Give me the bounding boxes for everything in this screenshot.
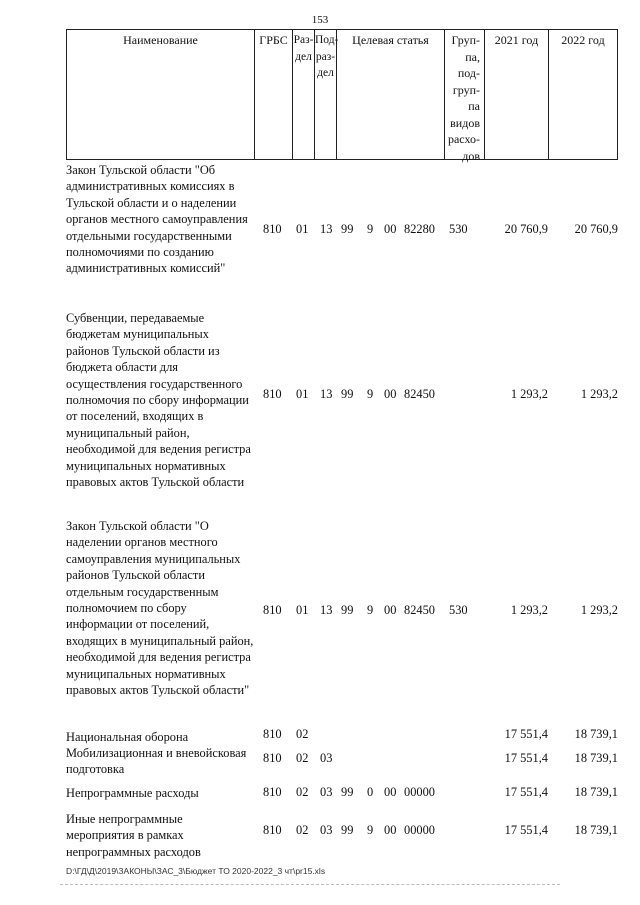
row-target-1: 99 [341, 785, 354, 799]
row-2021: 17 551,4 [504, 823, 548, 837]
row-razdel: 02 [296, 751, 309, 765]
table-header [66, 29, 618, 163]
row-2021: 1 293,2 [510, 603, 548, 617]
row-2022: 18 739,1 [574, 727, 618, 741]
row-podrazdel: 03 [320, 751, 333, 765]
header-name: Наименование [66, 30, 254, 159]
row-grbs: 810 [263, 823, 282, 837]
page-number: 153 [311, 14, 329, 26]
row-target-4: 00000 [404, 785, 435, 799]
row-grbs: 810 [263, 222, 282, 236]
row-podrazdel: 03 [320, 785, 333, 799]
header-group: Груп- па, под- груп- па видов расхо- дов [444, 30, 484, 159]
row-name: Закон Тульской области "О наделении органов местного самоуправления муниципальных районов Тульской области отдельным государственным полномочием по сбору информации от поселений, входящих в муниципальный район, необходимой для ведения регистра муниципальных нормативных правовых актов Тульской области" [66, 519, 254, 698]
row-2021: 17 551,4 [504, 785, 548, 799]
header-podrazdel: Под- раз- дел [314, 30, 336, 159]
row-name: Национальная оборона [66, 730, 189, 744]
file-path-footer: D:\ГД\Д\2019\ЗАКОНЫ\ЗАС_3\Бюджет ТО 2020-2022_3 чт\pr15.xls [66, 866, 326, 876]
row-2022: 18 739,1 [574, 751, 618, 765]
row-grbs: 810 [263, 785, 282, 799]
row-podrazdel: 13 [320, 603, 333, 617]
row-razdel: 02 [296, 785, 309, 799]
row-target-3: 00 [384, 222, 397, 236]
row-2021: 1 293,2 [510, 387, 548, 401]
row-razdel: 01 [296, 603, 309, 617]
row-name: Непрограммные расходы [66, 786, 199, 800]
row-target-2: 9 [367, 387, 374, 401]
footer-divider [60, 884, 560, 885]
row-target-4: 82450 [404, 603, 435, 617]
row-target-4: 82450 [404, 387, 435, 401]
row-group: 530 [449, 603, 468, 617]
row-grbs: 810 [263, 387, 282, 401]
row-target-3: 00 [384, 823, 397, 837]
row-podrazdel: 03 [320, 823, 333, 837]
row-razdel: 02 [296, 727, 309, 741]
row-podrazdel: 13 [320, 387, 333, 401]
row-name: Мобилизационная и вневойсковая подготовка [66, 746, 247, 777]
header-grbs: ГРБС [254, 30, 292, 159]
row-name: Иные непрограммные мероприятия в рамках непрограммных расходов [66, 812, 201, 859]
row-target-4: 00000 [404, 823, 435, 837]
row-name: Субвенции, передаваемые бюджетам муниципальных районов Тульской области из бюджета области для осуществления государственного полномочия по сбору информации от поселений, входящих в муниципальный район, необходимой для ведения регистра муниципальных нормативных правовых актов Тульской области [66, 311, 251, 490]
row-target-2: 9 [367, 222, 374, 236]
row-target-1: 99 [341, 387, 354, 401]
row-grbs: 810 [263, 603, 282, 617]
row-podrazdel: 13 [320, 222, 333, 236]
row-2021: 17 551,4 [504, 751, 548, 765]
row-target-3: 00 [384, 785, 397, 799]
row-target-2: 0 [367, 785, 374, 799]
row-2022: 1 293,2 [580, 603, 618, 617]
row-target-1: 99 [341, 823, 354, 837]
row-group: 530 [449, 222, 468, 236]
row-target-2: 9 [367, 603, 374, 617]
row-target-3: 00 [384, 603, 397, 617]
row-target-3: 00 [384, 387, 397, 401]
row-2021: 20 760,9 [504, 222, 548, 236]
row-target-1: 99 [341, 603, 354, 617]
row-grbs: 810 [263, 751, 282, 765]
row-grbs: 810 [263, 727, 282, 741]
row-2022: 18 739,1 [574, 823, 618, 837]
row-target-4: 82280 [404, 222, 435, 236]
row-2022: 20 760,9 [574, 222, 618, 236]
row-2022: 18 739,1 [574, 785, 618, 799]
row-razdel: 02 [296, 823, 309, 837]
row-target-2: 9 [367, 823, 374, 837]
row-2022: 1 293,2 [580, 387, 618, 401]
row-2021: 17 551,4 [504, 727, 548, 741]
row-name: Закон Тульской области "Об административных комиссиях в Тульской области и о наделении органов местного самоуправления отдельными государственными полномочиями по созданию административных комиссий" [66, 163, 248, 276]
header-2022: 2022 год [548, 30, 618, 159]
row-target-1: 99 [341, 222, 354, 236]
header-2021: 2021 год [484, 30, 548, 159]
row-razdel: 01 [296, 387, 309, 401]
header-razdel: Раз- дел [292, 30, 314, 159]
row-razdel: 01 [296, 222, 309, 236]
header-target: Целевая статья [336, 30, 444, 159]
